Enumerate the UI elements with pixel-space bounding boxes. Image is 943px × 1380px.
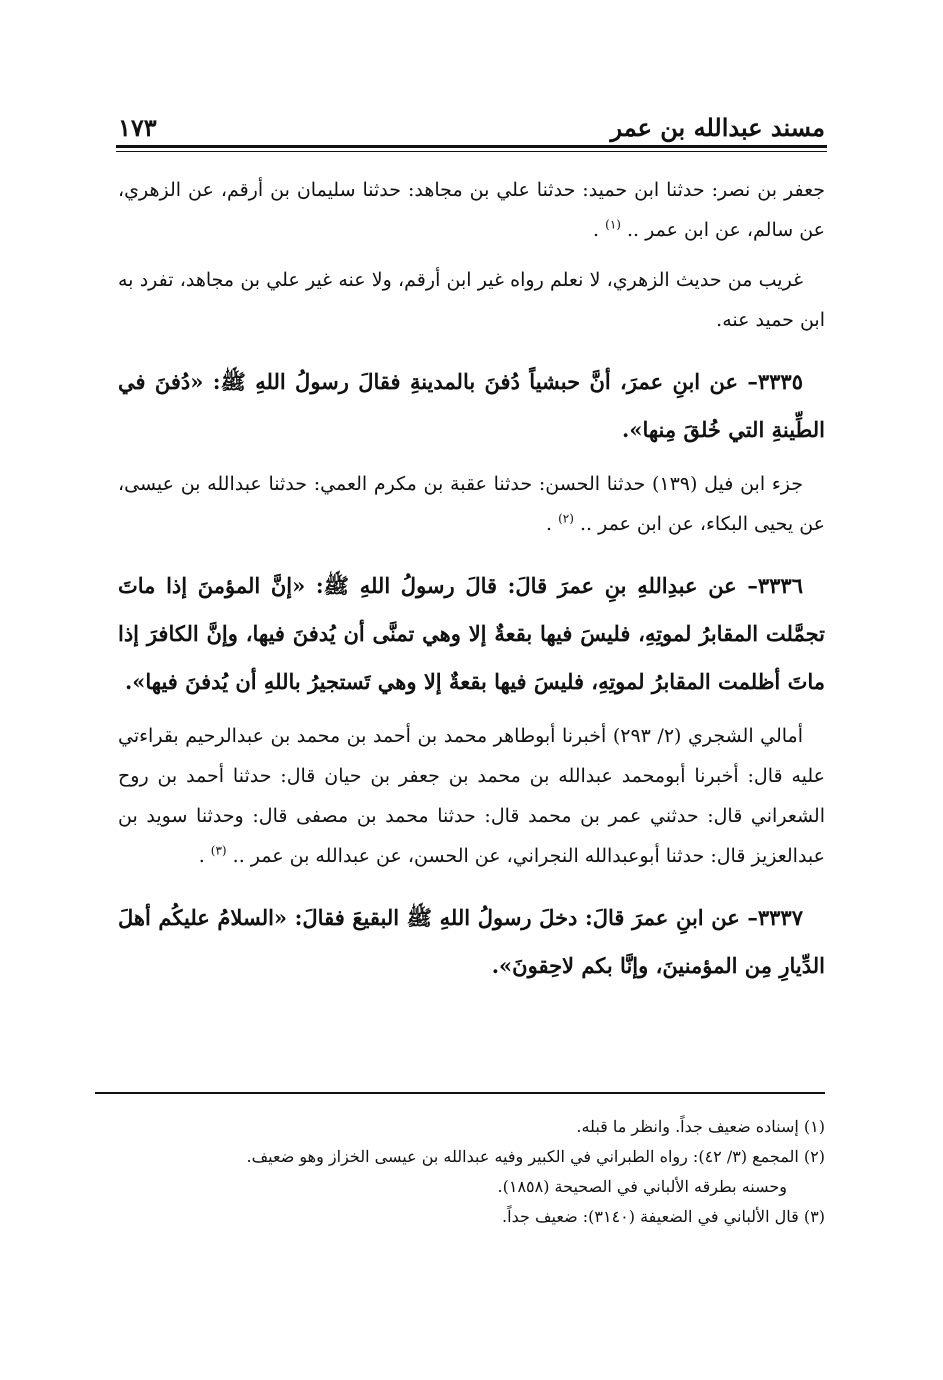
footnote-2-continued: وحسنه بطرقه الألباني في الصحيحة (١٨٥٨). — [497, 1177, 787, 1196]
page-header — [118, 108, 825, 142]
paragraph-comment: غريب من حديث الزهري، لا نعلم رواه غير ابن أرقم، ولا عنه غير علي بن مجاهد، تفرد به ابن حميد عنه. — [118, 269, 825, 331]
footnote-1: (١) إسناده ضعيف جداً. وانظر ما قبله. — [576, 1117, 825, 1136]
paragraph-source-3: أمالي الشجري (٢/ ٢٩٣) أخبرنا أبوطاهر محمد بن أحمد بن محمد بن عبدالرحيم بقراءتي عليه قال: أخبرنا أبومحمد عبدالله بن محمد بن جعفر بن حيان قال: حدثنا أحمد بن روح الشعراني قال: حدثني عمر بن محمد قال: حدثنا محمد بن مصفى قال: وحدثنا سويد بن عبدالعزيز قال: حدثنا أبوعبدالله النجراني، عن الحسن، عن عبدالله بن عمر .. $^{(٣)}$ . — [118, 725, 825, 867]
paragraph-source-2: جزء ابن فيل (١٣٩) حدثنا الحسن: حدثنا عقبة بن مكرم العمي: حدثنا عبدالله بن عيسى، عن يحيى البكاء، عن ابن عمر .. $^{(٢)}$ . — [118, 473, 825, 535]
hadith-3335: ٣٣٣٥– عن ابنِ عمرَ، أنَّ حبشياً دُفنَ بالمدينةِ فقالَ رسولُ اللهِ ﷺ: «دُفنَ في الطِّينةِ التي خُلقَ مِنها». — [118, 369, 825, 442]
footnote-3: (٣) قال الألباني في الضعيفة (٣١٤٠): ضعيف جداً. — [502, 1207, 825, 1226]
hadith-3337: ٣٣٣٧– عن ابنِ عمرَ قالَ: دخلَ رسولُ اللهِ ﷺ البقيعَ فقالَ: «السلامُ عليكُم أهلَ الدِّيارِ مِن المؤمنينَ، وإنَّا بكم لاحِقونَ». — [118, 905, 825, 978]
header-rule-thin — [116, 151, 827, 152]
hadith-3336: ٣٣٣٦– عن عبدِاللهِ بنِ عمرَ قالَ: قالَ رسولُ اللهِ ﷺ: «إنَّ المؤمنَ إذا ماتَ تجمَّلت المقابرُ لموتِهِ، فليسَ فيها بقعةٌ إلا وهي تمنَّى أن يُدفنَ فيها، وإنَّ الكافرَ إذا ماتَ أظلمت المقابرُ لموتِهِ، فليسَ فيها بقعةٌ إلا وهي تَستجيرُ باللهِ أن يُدفنَ فيها». — [118, 573, 825, 694]
header-rule-thick — [116, 145, 827, 148]
paragraph-source-1: جعفر بن نصر: حدثنا ابن حميد: حدثنا علي بن مجاهد: حدثنا سليمان بن أرقم، عن الزهري، عن سالم، عن ابن عمر .. $^{(١)}$ . — [118, 179, 825, 241]
footnote-separator — [95, 1092, 825, 1094]
footnotes — [118, 1112, 825, 1232]
footnote-ref-1: (١) — [605, 217, 621, 232]
running-title: مسند عبدالله بن عمر — [610, 113, 825, 142]
footnote-ref-3: (٣) — [210, 843, 227, 858]
footnote-ref-2: (٢) — [558, 511, 574, 526]
main-text — [118, 170, 825, 1000]
footnote-2: (٢) المجمع (٣/ ٤٢): رواه الطبراني في الكبير وفيه عبدالله بن عيسى الخزاز وهو ضعيف. — [246, 1147, 825, 1166]
page-number: ١٧٣ — [118, 113, 157, 142]
